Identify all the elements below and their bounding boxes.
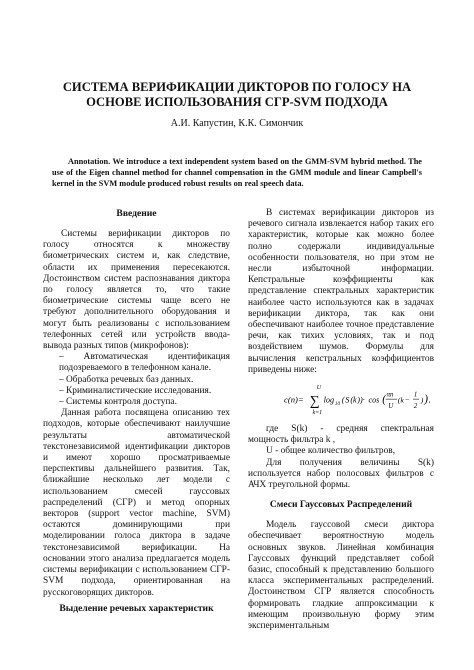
half-denominator: 2 [414,402,418,410]
paragraph: Модель гауссовой смеси диктора обеспечивает вероятностную модель основных звуков. Линейная комбинация Гауссовых функций представляет собой базис, способный к представлению большого класса экспериментальных распределений. Достоинством СГР является способность формировать гладкие аппроксимации к имеющим произвольную форму этим экспериментальным [248,520,434,632]
sum-lower-limit: k=1 [312,409,323,416]
paren: ) [424,393,429,406]
paper-title: СИСТЕМА ВЕРИФИКАЦИИ ДИКТОРОВ ПО ГОЛОСУ НА ОСНОВЕ ИСПОЛЬЗОВАНИЯ СГР-SVM ПОДХОДА [62,80,412,109]
where-clause: где S(k) - средняя спектральная мощность фильтра k , [248,424,434,446]
fraction-denominator: U [388,402,394,410]
u-definition: U - общее количество фильтров, [266,446,396,457]
paren: ( [397,395,401,405]
paragraph: Для получения величины S(k) используется набор полосовых фильтров с АЧХ треугольной формы. [248,457,434,491]
comma: , [428,395,431,405]
fraction-numerator: πn [386,391,394,399]
cepstral-formula [248,378,434,422]
section-heading-features: Выделение речевых характеристик [59,602,214,614]
paren: ( [350,395,354,405]
left-column [43,208,230,624]
sum-upper-limit: U [316,384,322,391]
paren: ( [382,393,387,406]
abstract: Annotation. We introduce a text independent system based on the GMM-SVM hybrid method. The use of the Eigen channel method for channel compensation in the GMM module and linear Campbell's kernel in the SVM module produced robust results on real speech data. [52,157,422,188]
paren: ) [421,395,424,405]
paragraph: В системах верификации дикторов из речевого сигнала извлекается набор таких его характеристик, которые как можно более полно содержали индивидуальные особенности пользователя, но при этом не несли избыточной информации. Кепстральные коэффициенты как представление спектральных характеристик наиболее часто используются как в задачах верификации диктора, так как они обеспечивают наиболее точное представление речи, как тихих условиях, так и под воздействием шумов. Формулы для вычисления кепстральных коэффициентов приведены ниже: [248,208,434,375]
sum-sign: ∑ [309,393,320,409]
spectrum-symbol: S [345,395,350,405]
right-column [248,208,434,632]
formula-graphic [284,378,413,422]
list-item: – Обработка речевых баз данных. [59,374,194,385]
list-item: – Системы контроля доступа. [59,397,177,408]
paren: ( [341,395,345,405]
minus-sign: − [404,395,410,405]
index-k: k [352,395,357,405]
section-heading-intro: Введение [116,208,157,219]
section-heading-gmm: Смеси Гауссовых Распределений [269,499,413,511]
half-numerator: 1 [414,391,418,399]
cos-operator: cos [368,395,380,405]
log-base: 10 [334,401,341,408]
formula-graphic-tail [413,378,434,422]
authors: А.И. Капустин, К.К. Симончик [170,118,304,129]
paragraph: Данная работа посвящена описанию тех подходов, которые обеспечивают наилучшие результаты автоматической текстонезависимой идентификации дикторов и имеют хорошо просматриваемые перспективы дальнейшего развития. Так, ближайшие несколько лет модели с использованием смесей гауссовых распределений (СГР) и метод опорных векторов (support vector machine, SVM) остаются доминирующими при моделировании голоса диктора в задаче текстонезависимой верификации. На основании этого анализа предлагается модель системы верификации с использованием СГР-SVM подхода, ориентированная на русскоговорящих дикторов. [43,408,230,598]
paren: ))· [357,395,365,405]
list-item: – Автоматическая идентификация подозреваемого в телефонном канале. [59,352,230,374]
log-operator: log [323,395,335,405]
list-item: – Криминалистические исследования. [59,385,212,396]
paragraph: Системы верификации дикторов по голосу относятся к множеству биометрических систем и, как следствие, области их применения пересекаются. Достоинством систем распознавания диктора по голосу является то, что такие биометрические системы чаще всего не требуют дополнительного оборудования и могут быть реализованы с использованием телефонных сетей или устройств ввода-вывода разных типов (микрофонов): [43,229,230,352]
index-k: k [400,395,404,405]
formula-lhs: c(n)= [284,394,304,405]
